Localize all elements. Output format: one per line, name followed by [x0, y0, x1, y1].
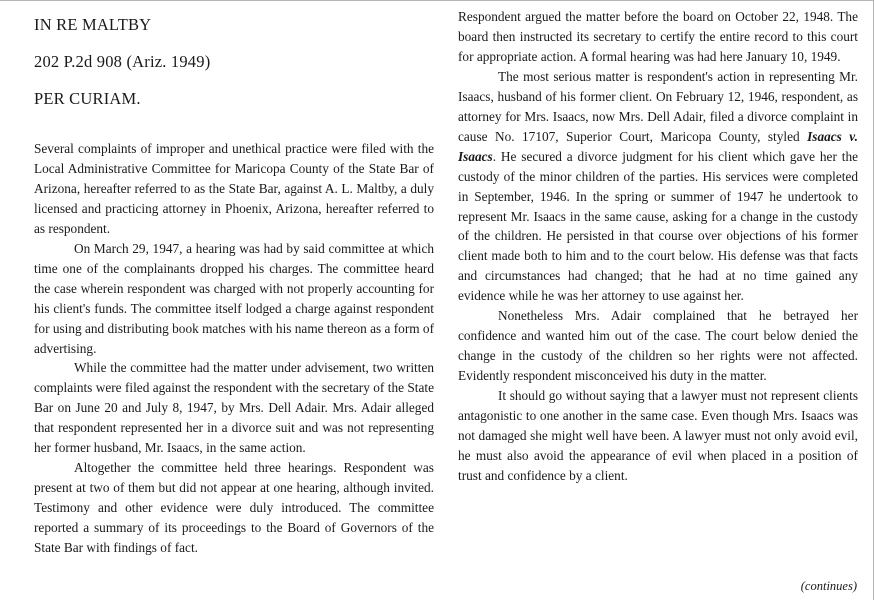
paragraph-three-hearings: Altogether the committee held three hearings. Respondent was present at two of them but did not appear at one hearing, although invited. Testimony and other evidence were duly introduced. The committee reported a summary of its proceedings to the Board of Governors of the State Bar with findings of fact.	[34, 460, 434, 556]
case-style-isaacs: Isaacs v. Isaacs	[458, 128, 859, 164]
text-segment: . He secured a divorce judgment for his client which gave her the custody of the minor children of the parties. His services were completed in September, 1946. In the spring or summer of 1947 he undertook to represent Mr. Isaacs in the same cause, asking for a change in the custody of the children. He persisted in that course over objections of his former client made both to him and to the court below. His defense was that facts and circumstances had changed; that he had at no time gained any evidence while he was her attorney to use against her.	[458, 148, 858, 304]
paragraph-most-serious-matter	[458, 67, 858, 306]
case-citation: 202 P.2d 908 (Ariz. 1949)	[34, 52, 211, 71]
continues-note: (continues)	[800, 579, 857, 593]
case-name: IN RE MALTBY	[34, 15, 152, 34]
opinion-author: PER CURIAM.	[34, 89, 141, 108]
paragraph-complaints: Several complaints of improper and unethical practice were filed with the Local Administrative Committee for Maricopa County of the State Bar of Arizona, hereafter referred to as the State Bar, against A. L. Maltby, a duly licensed and practicing attorney in Phoenix, Arizona, hereafter referred to as respondent.	[34, 141, 434, 236]
text-segment: The most serious matter is respondent's action in representing Mr. Isaacs, husband of his former client. On February 12, 1946, respondent, as attorney for Mrs. Isaacs, now Mrs. Dell Adair, filed a divorce complaint in cause No. 17107, Superior Court, Maricopa County, styled	[458, 68, 858, 144]
paragraph-adair-complaint: Nonetheless Mrs. Adair complained that he betrayed her confidence and wanted him out of the case. The court below denied the change in the custody of the children so her rights were not affected. Evidently respondent misconceived his duty in the matter.	[458, 308, 858, 384]
paragraph-written-complaints: While the committee had the matter under advisement, two written complaints were filed against the respondent with the secretary of the State Bar on June 20 and July 8, 1947, by Mrs. Dell Adair. Mrs. Adair alleged that respondent represented her in a divorce suit and was not representing her former husband, Mr. Isaacs, in the same action.	[34, 360, 434, 456]
paragraph-board-argument: Respondent argued the matter before the board on October 22, 1948. The board then instructed its secretary to certify the entire record to this court for appropriate action. A formal hearing was had here January 10, 1949.	[458, 9, 858, 64]
paragraph-first-hearing: On March 29, 1947, a hearing was had by said committee at which time one of the complainants dropped his charges. The committee heard the case wherein respondent was charged with not properly accounting for his client's funds. The committee itself lodged a charge against respondent for using and distributing book matches with his name thereon as a form of advertising.	[34, 240, 434, 356]
paragraph-appearance-of-evil: It should go without saying that a lawyer must not represent clients antagonistic to one another in the same case. Even though Mrs. Isaacs was not damaged she might well have been. A lawyer must not only avoid evil, he must also avoid the appearance of evil when placed in a position of trust and confidence by a client.	[458, 388, 858, 483]
left-body-text	[34, 139, 434, 558]
right-body-text	[458, 7, 858, 486]
